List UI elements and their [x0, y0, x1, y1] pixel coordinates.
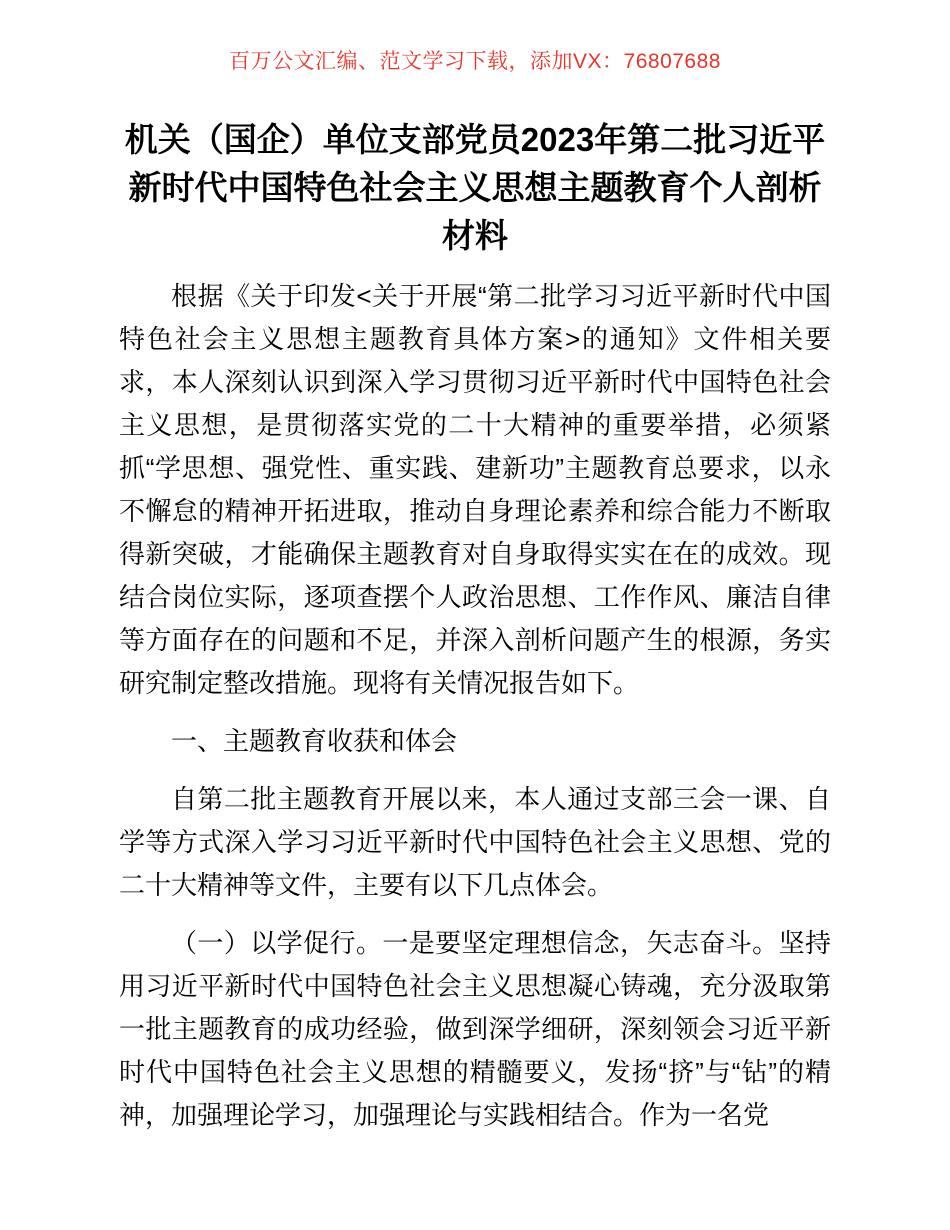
paragraph-section1-intro: 自第二批主题教育开展以来，本人通过支部三会一课、自学等方式深入学习习近平新时代中国特色社会主义思想、党的二十大精神等文件，主要有以下几点体会。 — [119, 784, 831, 900]
document-body — [119, 275, 831, 1137]
watermark-notice: 百万公文汇编、范文学习下载，添加VX：76807688 — [229, 50, 721, 73]
section-heading-1: 一、主题教育收获和体会 — [171, 726, 458, 756]
paragraph-intro: 根据《关于印发<关于开展“第二批学习习近平新时代中国特色社会主义思想主题教育具体方案>的通知》文件相关要求，本人深刻认识到深入学习贯彻习近平新时代中国特色社会主义思想，是贯彻落实党的二十大精神的重要举措，必须紧抓“学思想、强党性、重实践、建新功”主题教育总要求，以永不懈怠的精神开拓进取，推动自身理论素养和综合能力不断取得新突破，才能确保主题教育对自身取得实实在在的成效。现结合岗位实际，逐项查摆个人政治思想、工作作风、廉洁自律等方面存在的问题和不足，并深入剖析问题产生的根源，务实研究制定整改措施。现将有关情况报告如下。 — [119, 281, 831, 698]
document-title: 机关（国企）单位支部党员2023年第二批习近平新时代中国特色社会主义思想主题教育个人剖析材料 — [124, 121, 826, 254]
paragraph-point-1: （一）以学促行。一是要坚定理想信念，矢志奋斗。坚持用习近平新时代中国特色社会主义思想凝心铸魂，充分汲取第一批主题教育的成功经验，做到深学细研，深刻领会习近平新时代中国特色社会主义思想的精髓要义，发扬“挤”与“钻”的精神，加强理论学习，加强理论与实践相结合。作为一名党 — [119, 928, 831, 1130]
